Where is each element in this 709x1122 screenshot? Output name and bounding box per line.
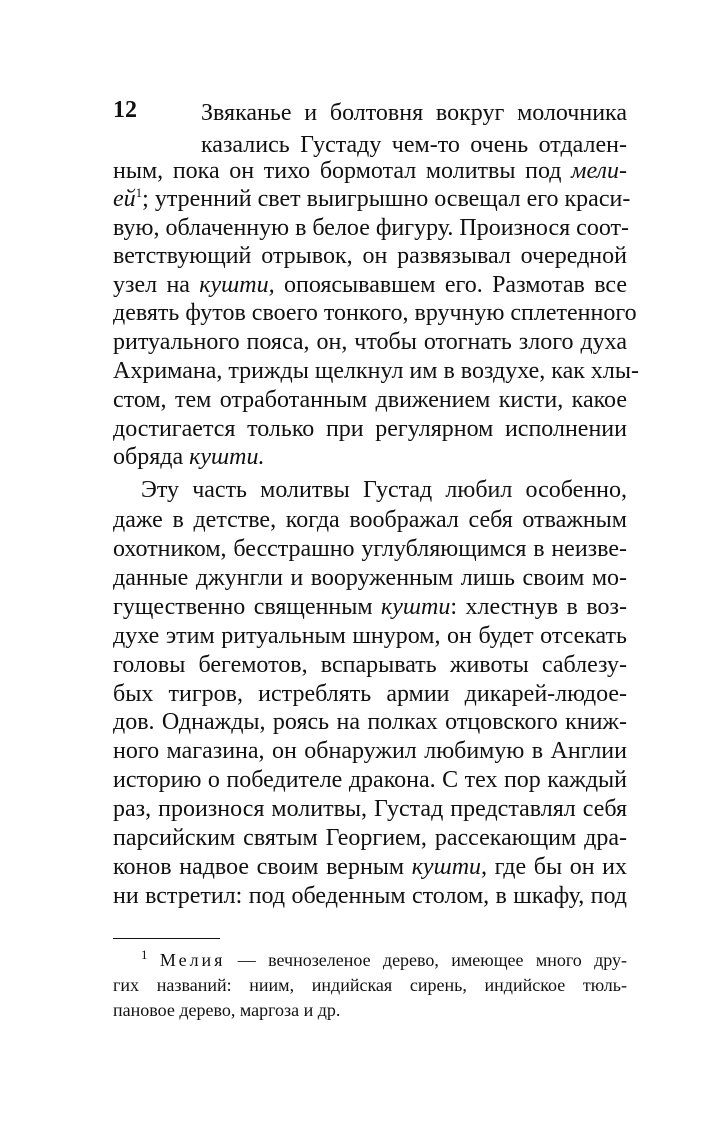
text-line: стом, тем отработанным движением кисти, какое <box>113 387 627 413</box>
footnote-term: Мелия <box>159 950 226 970</box>
text-line: ни встретил: под обеденным столом, в шкафу, под <box>113 883 627 909</box>
text-line: головы бегемотов, вспарывать животы саблезу- <box>113 652 627 678</box>
footnote-divider <box>113 938 220 939</box>
text-line: вую, облаченную в белое фигуру. Произнося соот- <box>113 215 629 241</box>
text-line: достигается только при регулярном исполнении <box>113 416 627 442</box>
text-line: парсийским святым Георгием, рассекающим дра- <box>113 825 627 851</box>
text-line: бых тигров, истреблять армии дикарей-людое- <box>113 681 627 707</box>
text-line: $ей^1$; утренний свет выигрышно освещал его краси- <box>113 185 631 212</box>
footnote-number: 1 <box>141 947 148 962</box>
text-line: гущественно священным кушти: хлестнув в воз- <box>113 594 627 620</box>
text-line: казались Густаду чем-то очень отдален- <box>201 132 627 158</box>
text-line: ветствующий отрывок, он развязывал очередной <box>113 243 627 269</box>
footnote-line: пановое дерево, маргоза и др. <box>113 1000 341 1020</box>
footnote-marker: 1 <box>135 185 143 200</box>
text-line: даже в детстве, когда воображал себя отважным <box>113 507 627 533</box>
footnote-line: гих названий: ниим, индийская сирень, индийское тюль- <box>113 975 627 995</box>
text-line: Эту часть молитвы Густад любил особенно, <box>141 477 627 503</box>
text-line: узел на кушти, опоясывавшем его. Размотав все <box>113 272 627 298</box>
page-number: 12 <box>113 97 137 123</box>
text-line: ритуального пояса, он, чтобы отогнать злого духа <box>113 329 627 355</box>
text-line: историю о победителе дракона. С тех пор каждый <box>113 767 627 793</box>
text-line: охотником, бесстрашно углубляющимся в неизве- <box>113 536 627 562</box>
text-line: Звяканье и болтовня вокруг молочника <box>201 100 627 126</box>
text-line: девять футов своего тонкого, вручную сплетенного <box>113 300 637 326</box>
text-line: данные джунгли и вооруженным лишь своим мо- <box>113 565 627 591</box>
text-line: дов. Однажды, роясь на полках отцовского книж- <box>113 709 627 735</box>
text-line: конов надвое своим верным кушти, где бы он их <box>113 854 627 880</box>
footnote-line: $^1$ Мелия — вечнозеленое дерево, имеющее много дру- <box>141 947 628 970</box>
text-line: обряда кушти. <box>113 444 265 470</box>
text-line: Ахримана, трижды щелкнул им в воздухе, как хлы- <box>113 358 639 384</box>
text-line: ным, пока он тихо бормотал молитвы под мели- <box>113 158 627 184</box>
text-line: ного магазина, он обнаружил любимую в Англии <box>113 738 627 764</box>
text-line: раз, произнося молитвы, Густад представлял себя <box>113 796 627 822</box>
text-line: духе этим ритуальным шнуром, он будет отсекать <box>113 623 627 649</box>
